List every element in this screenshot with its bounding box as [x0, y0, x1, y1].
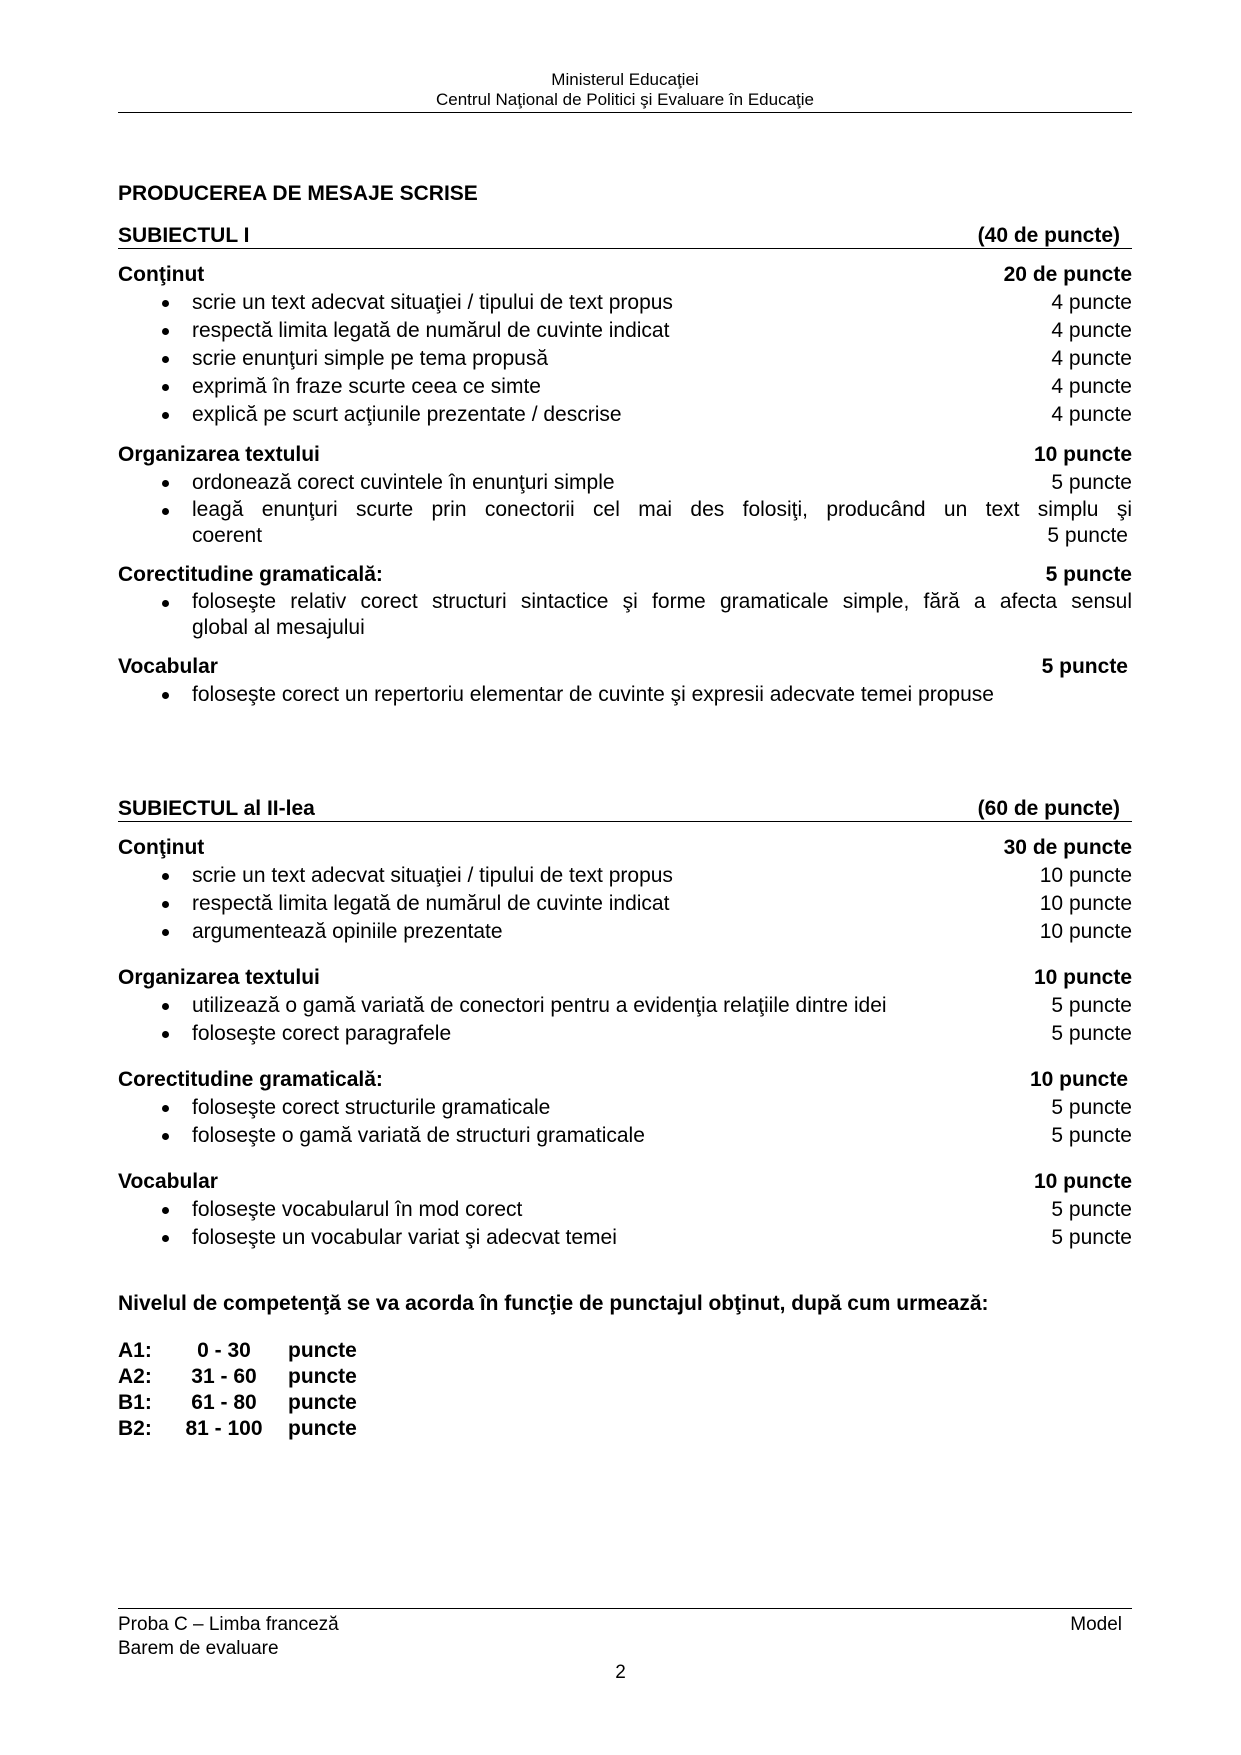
section-points: 10 puncte	[1033, 443, 1132, 466]
list-item: respectă limita legată de numărul de cuvinte indicat 10 puncte	[118, 890, 1132, 918]
levels-title: Nivelul de competenţă se va acorda în funcţie de punctajul obţinut, după cum urmează:	[118, 1292, 989, 1315]
center-name: Centrul Naţional de Politici şi Evaluare în Educaţie	[436, 90, 814, 109]
s1-organizare-section	[118, 441, 1132, 549]
section-title: Organizarea textului	[118, 443, 320, 466]
list-item: foloseşte vocabularul în mod corect 5 puncte	[118, 1196, 1132, 1224]
bullet-icon	[118, 681, 192, 709]
list-item: foloseşte o gamă variată de structuri gramaticale 5 puncte	[118, 1122, 1132, 1150]
page-footer	[118, 1608, 1132, 1661]
section-points: 20 de puncte	[1003, 263, 1132, 286]
footer-model-label: Model	[1070, 1614, 1122, 1635]
page-number: 2	[615, 1662, 626, 1683]
bullet-icon	[118, 918, 192, 946]
list-item: foloseşte un vocabular variat şi adecvat temei 5 puncte	[118, 1224, 1132, 1252]
level-row: B2: 81 - 100 puncte	[118, 1417, 357, 1440]
subject-2-heading	[118, 797, 1132, 822]
list-item: scrie un text adecvat situaţiei / tipului de text propus 4 puncte	[118, 289, 1132, 317]
s2-organizare-section	[118, 964, 1132, 1048]
bullet-icon	[118, 345, 192, 373]
list-item: foloseşte corect structurile gramaticale 5 puncte	[118, 1094, 1132, 1122]
bullet-icon	[118, 992, 192, 1020]
footer-exam-name: Proba C – Limba franceză	[118, 1614, 339, 1635]
section-title: Vocabular	[118, 1170, 218, 1193]
s1-vocabular-section	[118, 653, 1132, 709]
bullet-icon	[118, 317, 192, 345]
bullet-icon	[118, 469, 192, 497]
list-item: leagă enunţuri scurte prin conectorii cel mai des folosiţi, producând un text simplu şi coerent 5 puncte	[118, 497, 1132, 549]
section-points: 5 puncte	[1045, 563, 1132, 586]
section-title: Organizarea textului	[118, 966, 320, 989]
subject-1-points: (40 de puncte)	[977, 224, 1120, 247]
bullet-icon	[118, 497, 192, 549]
section-title: Conţinut	[118, 263, 205, 286]
section-title: Conţinut	[118, 836, 205, 859]
list-item: scrie un text adecvat situaţiei / tipului de text propus 10 puncte	[118, 862, 1132, 890]
list-item: exprimă în fraze scurte ceea ce simte 4 puncte	[118, 373, 1132, 401]
bullet-icon	[118, 1094, 192, 1122]
page-header	[118, 70, 1132, 110]
section-title: Corectitudine gramaticală:	[118, 1068, 383, 1091]
bullet-icon	[118, 862, 192, 890]
list-item: utilizează o gamă variată de conectori pentru a evidenţia relaţiile dintre idei 5 puncte	[118, 992, 1132, 1020]
level-row: A2: 31 - 60 puncte	[118, 1365, 357, 1388]
section-title: Vocabular	[118, 655, 218, 678]
bullet-icon	[118, 401, 192, 429]
section-title: Corectitudine gramaticală:	[118, 563, 383, 586]
level-row: B1: 61 - 80 puncte	[118, 1391, 357, 1414]
list-item: explică pe scurt acţiunile prezentate / descrise 4 puncte	[118, 401, 1132, 429]
list-item: foloseşte corect un repertoriu elementar de cuvinte şi expresii adecvate temei propuse	[118, 681, 1132, 709]
s1-gramatica-section	[118, 561, 1132, 641]
list-item: ordonează corect cuvintele în enunţuri simple 5 puncte	[118, 469, 1132, 497]
list-item: respectă limita legată de numărul de cuvinte indicat 4 puncte	[118, 317, 1132, 345]
levels-table	[118, 1338, 1132, 1442]
subject-1-label: SUBIECTUL I	[118, 224, 250, 247]
subject-2-label: SUBIECTUL al II-lea	[118, 797, 315, 820]
ministry-name: Ministerul Educaţiei	[551, 70, 699, 89]
bullet-icon	[118, 373, 192, 401]
bullet-icon	[118, 1196, 192, 1224]
bullet-icon	[118, 289, 192, 317]
footer-doc-type: Barem de evaluare	[118, 1638, 279, 1659]
document-page	[118, 70, 1132, 1442]
subject-1-heading	[118, 224, 1132, 249]
section-points: 10 puncte	[1033, 1170, 1132, 1193]
list-item: argumentează opiniile prezentate 10 puncte	[118, 918, 1132, 946]
s2-vocabular-section	[118, 1168, 1132, 1252]
bullet-icon	[118, 1122, 192, 1150]
bullet-icon	[118, 1020, 192, 1048]
level-row: A1: 0 - 30 puncte	[118, 1339, 357, 1362]
section-points: 30 de puncte	[1003, 836, 1132, 859]
bullet-icon	[118, 1224, 192, 1252]
list-item: scrie enunţuri simple pe tema propusă 4 puncte	[118, 345, 1132, 373]
list-item: foloseşte relativ corect structuri sintactice şi forme gramaticale simple, fără a afecta sensul global al mesajului	[118, 589, 1132, 641]
header-divider	[118, 112, 1132, 113]
s2-gramatica-section	[118, 1066, 1132, 1150]
bullet-icon	[118, 890, 192, 918]
section-points: 10 puncte	[1033, 966, 1132, 989]
s1-continut-section	[118, 261, 1132, 429]
s2-continut-section	[118, 834, 1132, 946]
list-item: foloseşte corect paragrafele 5 puncte	[118, 1020, 1132, 1048]
subject-2-points: (60 de puncte)	[977, 797, 1120, 820]
section-points: 5 puncte	[1041, 655, 1128, 678]
bullet-icon	[118, 589, 192, 641]
document-title: PRODUCEREA DE MESAJE SCRISE	[118, 182, 478, 205]
section-points: 10 puncte	[1029, 1068, 1128, 1091]
